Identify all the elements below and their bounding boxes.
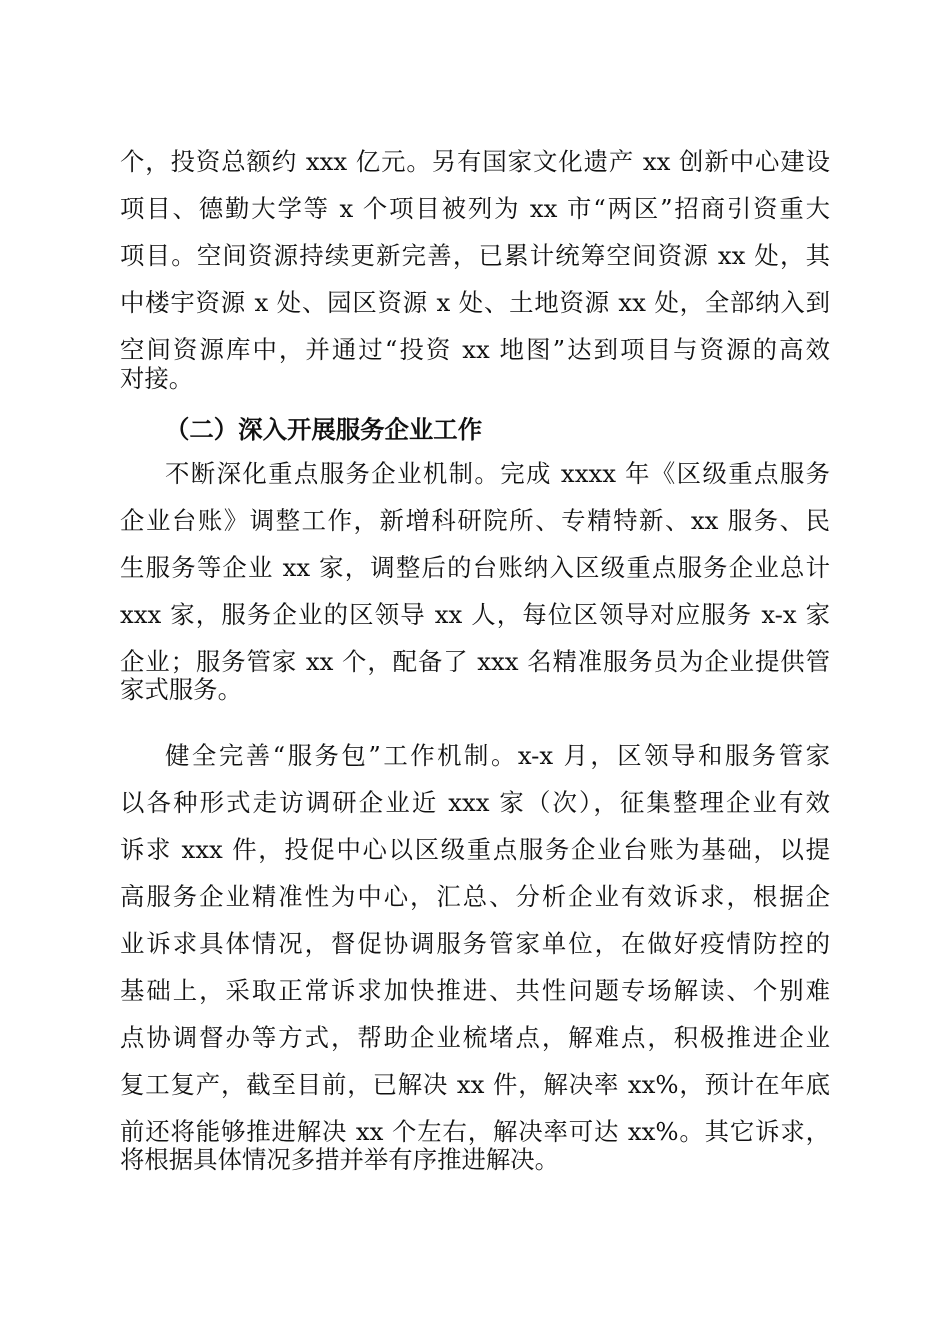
section-heading: （二）深入开展服务企业工作	[165, 415, 483, 444]
text-line: 项目、德勤大学等 x 个项目被列为 xx 市“两区”招商引资重大	[120, 194, 830, 223]
text-line: 业诉求具体情况，督促协调服务管家单位，在做好疫情防控的	[120, 929, 830, 958]
text-line: 家式服务。	[120, 675, 242, 704]
text-line: 将根据具体情况多措并举有序推进解决。	[120, 1145, 560, 1174]
text-line: 空间资源库中，并通过“投资 xx 地图”达到项目与资源的高效	[120, 335, 830, 364]
text-line: 企业台账》调整工作，新增科研院所、专精特新、xx 服务、民	[120, 506, 830, 535]
text-line: 企业；服务管家 xx 个，配备了 xxx 名精准服务员为企业提供管	[120, 647, 830, 676]
text-line: 对接。	[120, 364, 194, 393]
text-line: 中楼宇资源 x 处、园区资源 x 处、土地资源 xx 处，全部纳入到	[120, 288, 830, 317]
paragraph-first-line: 健全完善“服务包”工作机制。x-x 月，区领导和服务管家	[165, 741, 830, 770]
text-line: 基础上，采取正常诉求加快推进、共性问题专场解读、个别难	[120, 976, 830, 1005]
text-line: 项目。空间资源持续更新完善，已累计统筹空间资源 xx 处，其	[120, 241, 830, 270]
paragraph-first-line: 不断深化重点服务企业机制。完成 xxxx 年《区级重点服务	[165, 459, 830, 488]
text-line: 生服务等企业 xx 家，调整后的台账纳入区级重点服务企业总计	[120, 553, 830, 582]
text-line: 点协调督办等方式，帮助企业梳堵点，解难点，积极推进企业	[120, 1023, 830, 1052]
text-line: 以各种形式走访调研企业近 xxx 家（次），征集整理企业有效	[120, 788, 830, 817]
text-line: 前还将能够推进解决 xx 个左右，解决率可达 xx%。其它诉求，	[120, 1117, 830, 1146]
text-line: 高服务企业精准性为中心，汇总、分析企业有效诉求，根据企	[120, 882, 830, 911]
text-line: 复工复产，截至目前，已解决 xx 件，解决率 xx%，预计在年底	[120, 1070, 830, 1099]
text-line: 诉求 xxx 件，投促中心以区级重点服务企业台账为基础，以提	[120, 835, 830, 864]
text-line: 个，投资总额约 xxx 亿元。另有国家文化遗产 xx 创新中心建设	[120, 147, 830, 176]
text-line: xxx 家，服务企业的区领导 xx 人，每位区领导对应服务 x-x 家	[120, 600, 830, 629]
